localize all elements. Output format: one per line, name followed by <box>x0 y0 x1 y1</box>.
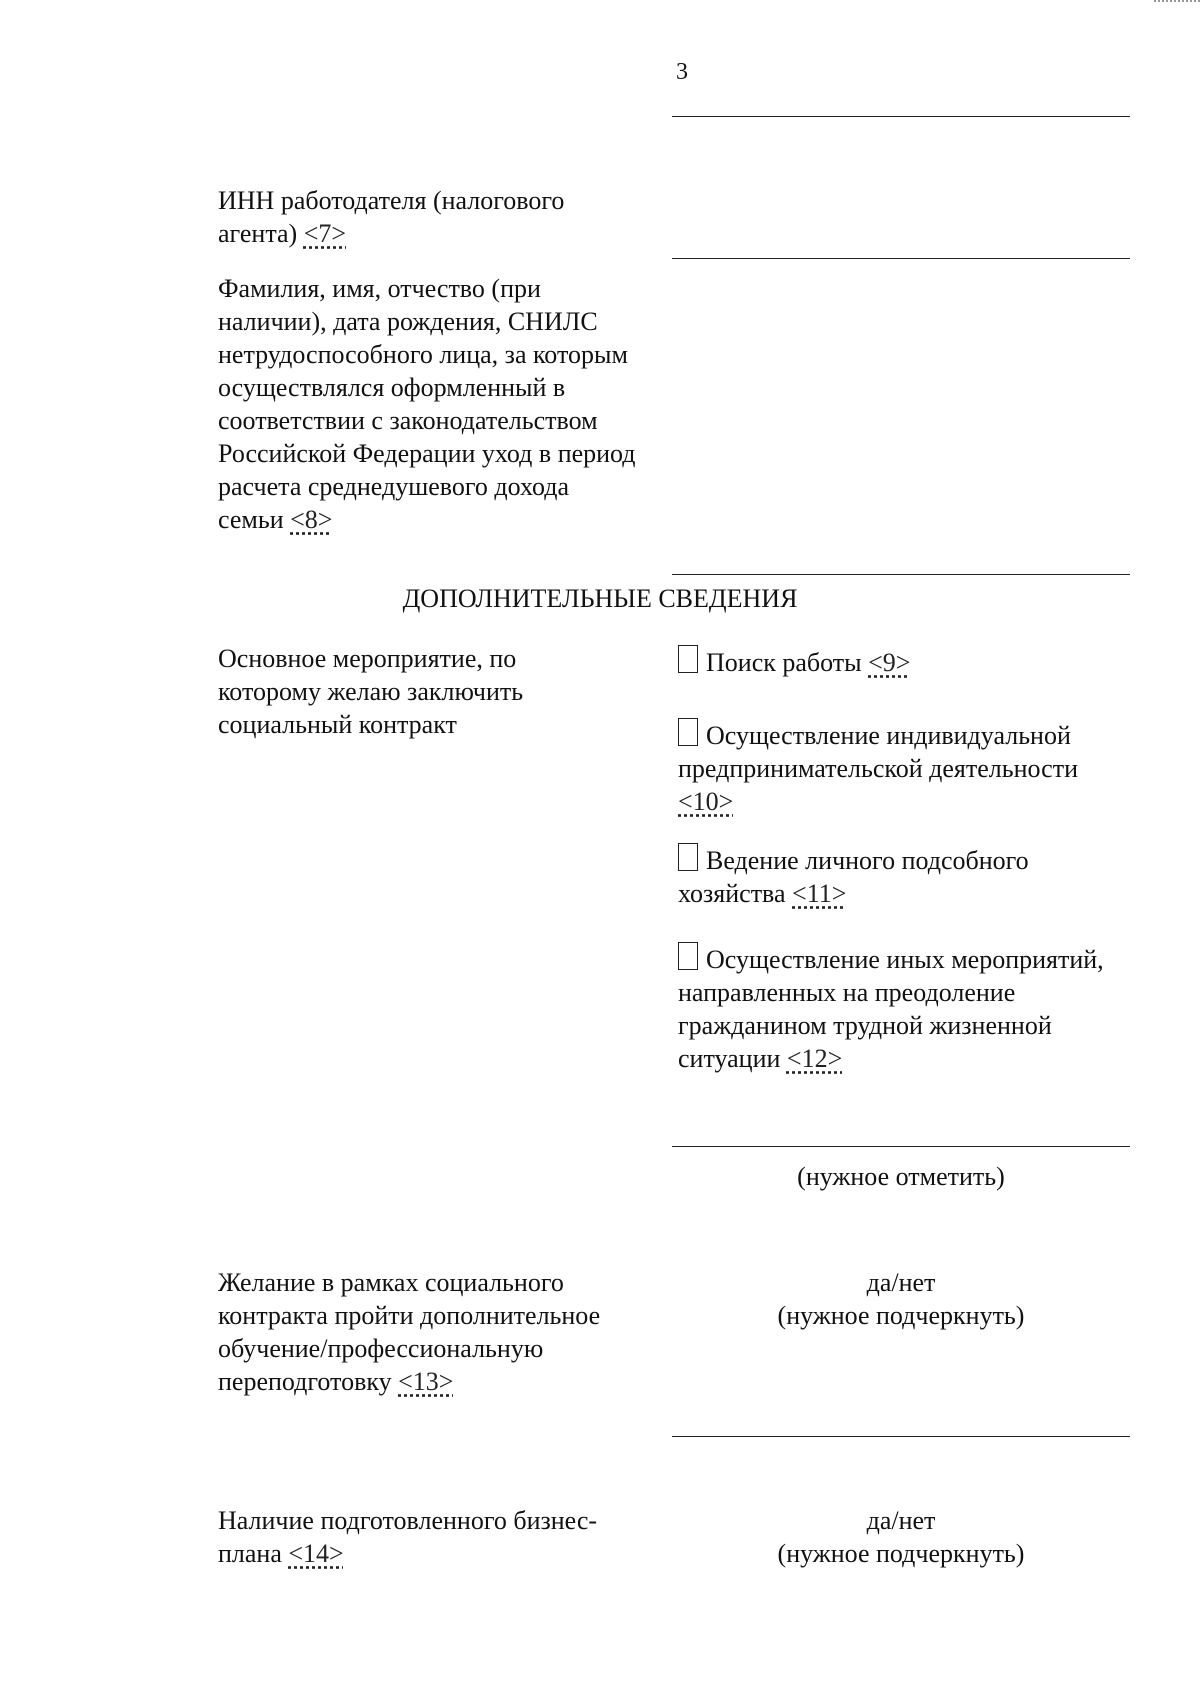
footnote-link[interactable]: <7> <box>303 219 347 248</box>
footnote-link[interactable]: <11> <box>792 879 847 908</box>
footnote-link[interactable]: <14> <box>288 1539 344 1568</box>
employer-inn-answer-line <box>672 258 1130 259</box>
option-label: Ведение личного подсобного хозяйства <box>678 846 1029 908</box>
scan-corner-mark <box>1154 0 1200 6</box>
footnote-link[interactable]: <12> <box>786 1044 843 1073</box>
business-plan-answer[interactable]: да/нет <box>866 1506 936 1535</box>
checkbox[interactable] <box>678 645 698 673</box>
main-activity-note: (нужное отметить) <box>797 1162 1005 1191</box>
checkbox[interactable] <box>678 718 698 746</box>
activity-option-job-search[interactable] <box>678 645 1138 679</box>
footnote-link[interactable]: <8> <box>290 505 333 534</box>
employer-inn-label: ИНН работодателя (налогового агента) <box>218 186 565 248</box>
training-label: Желание в рамках социального контракта пройти дополнительное обучение/профессиональную переподготовку <box>218 1268 601 1396</box>
care-person-answer-line <box>672 574 1130 575</box>
main-activity-label: Основное мероприятие, по которому желаю заключить социальный контракт <box>218 644 524 739</box>
section-title: ДОПОЛНИТЕЛЬНЫЕ СВЕДЕНИЯ <box>402 584 798 613</box>
option-label: Поиск работы <box>706 648 862 677</box>
option-label: Осуществление иных мероприятий, направленных на преодоление гражданином трудной жизненной ситуации <box>678 945 1104 1073</box>
business-plan-hint: (нужное подчеркнуть) <box>777 1539 1025 1568</box>
page-number: 3 <box>676 59 688 85</box>
checkbox[interactable] <box>678 843 698 871</box>
footnote-link[interactable]: <9> <box>868 648 911 677</box>
footnote-link[interactable]: <10> <box>678 787 734 816</box>
activity-option-household[interactable] <box>678 843 1138 910</box>
training-answer[interactable]: да/нет <box>866 1268 936 1297</box>
care-person-label: Фамилия, имя, отчество (при наличии), дата рождения, СНИЛС нетрудоспособного лица, за которым осуществлялся оформленный в соответствии с законодательством Российской Федерации уход в период расчета среднедушевого дохода семьи <box>218 274 636 534</box>
footnote-link[interactable]: <13> <box>398 1367 454 1396</box>
checkbox[interactable] <box>678 942 698 970</box>
business-plan-field <box>218 1504 618 1570</box>
option-label: Осуществление индивидуальной предпринимательской деятельности <box>678 721 1078 783</box>
activity-option-entrepreneurship[interactable] <box>678 718 1138 818</box>
activity-option-other[interactable] <box>678 942 1138 1075</box>
care-person-field <box>218 272 638 536</box>
main-activity-answer-line <box>672 1146 1130 1147</box>
answer-line-top <box>672 116 1130 117</box>
training-hint: (нужное подчеркнуть) <box>777 1301 1025 1330</box>
training-field <box>218 1266 618 1398</box>
employer-inn-field <box>218 184 638 250</box>
business-plan-label: Наличие подготовленного бизнес-плана <box>218 1506 598 1568</box>
training-answer-line <box>672 1436 1130 1437</box>
